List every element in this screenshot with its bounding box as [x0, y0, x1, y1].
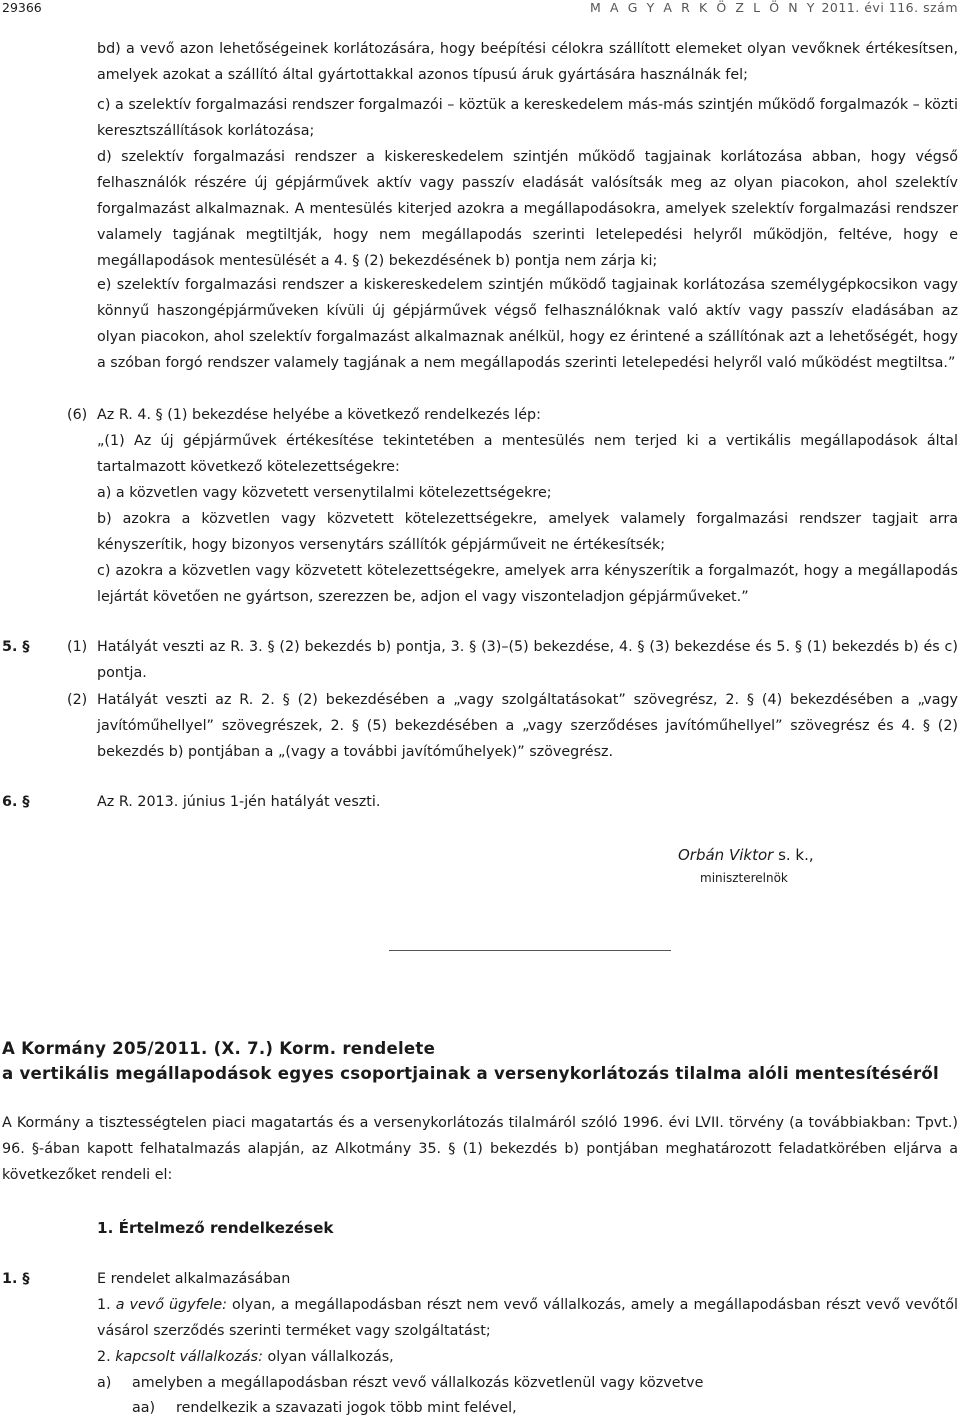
point-bd: bd) a vevő azon lehetőségeinek korlátozására, hogy beépítési célokra szállított elemeket olyan vevőknek értékesítsen, amelyek azokat a szállító által gyártottakkal azonos típusú áruk gyártására használnák fel; [97, 41, 958, 83]
definition-2 [97, 1344, 958, 1370]
section-6-number: 6. § [2, 794, 30, 810]
signatory-role: miniszterelnök [700, 871, 788, 885]
decree-section-1-number: 1. § [2, 1271, 30, 1287]
paragraph-6-point-b: b) azokra a közvetlen vagy közvetett kötelezettségekre, amelyek valamely forgalmazási rendszer tagjait arra kényszerítik, hogy bizonyos versenytárs szállítók gépjárműveit ne értékesítsék; [97, 511, 958, 553]
separator-rule [389, 950, 671, 951]
item-a-number: a) [97, 1375, 112, 1391]
definition-2-text: olyan vállalkozás, [262, 1349, 394, 1365]
decree-title: A Kormány 205/2011. (X. 7.) Korm. rendelete [2, 1039, 436, 1058]
point-c: c) a szelektív forgalmazási rendszer forgalmazói – köztük a kereskedelem más-más szintjén működő forgalmazók – közti keresztszállítások korlátozása; [97, 97, 958, 139]
definition-2-number: 2. [97, 1349, 116, 1365]
definition-1-term: a vevő ügyfele: [115, 1297, 227, 1313]
item-aa-text: rendelkezik a szavazati jogok több mint felével, [176, 1400, 517, 1416]
item-aa-number: aa) [132, 1400, 156, 1416]
issue-label: 2011. évi 116. szám [821, 0, 958, 15]
point-d: d) szelektív forgalmazási rendszer a kiskereskedelem szintjén működő tagjainak korlátozása abban, hogy végső felhasználók részére új gépjárművek aktív vagy passzív eladását valósítsák meg az olyan piacokon, ahol szelektív forgalmazást alkalmaznak. A mentesülés kiterjed azokra a megállapodásokra, amelyek szelektív forgalmazási rendszer valamely tagjának megtiltják, hogy nem megállapodás szerinti letelepedési helyről működjön, feltéve, hogy e megállapodások mentesülését a 4. § (2) bekezdésének b) pontja nem zárja ki; [97, 149, 958, 269]
signature-line [678, 845, 814, 865]
signatory-name: Orbán Viktor [678, 846, 774, 864]
section-6-text: Az R. 2013. június 1-jén hatályát veszti. [97, 794, 381, 810]
paragraph-6-number: (6) [67, 407, 88, 423]
decree-subtitle: a vertikális megállapodások egyes csoportjainak a versenykorlátozás tilalma alóli mentesítéséről [2, 1064, 939, 1083]
journal-title: M A G Y A R K Ö Z L Ö N Y [590, 0, 817, 15]
paragraph-6-quote: „(1) Az új gépjárművek értékesítése tekintetében a mentesülés nem terjed ki a vertikális megállapodások által tartalmazott következő kötelezettségekre: [97, 433, 958, 475]
paragraph-6-point-a: a) a közvetlen vagy közvetett versenytilalmi kötelezettségekre; [97, 485, 552, 501]
definition-1 [97, 1292, 958, 1344]
definition-1-text: olyan, a megállapodásban részt nem vevő vállalkozás, amely a megállapodásban részt vevő vevőtől vásárol szerződés szerinti terméket vagy szolgáltatást; [97, 1297, 959, 1339]
item-a-text: amelyben a megállapodásban részt vevő vállalkozás közvetlenül vagy közvetve [132, 1375, 704, 1391]
definition-2-term: kapcsolt vállalkozás: [115, 1349, 263, 1365]
section-5-1-number: (1) [67, 639, 88, 655]
page-header [0, 0, 960, 16]
section-5-1-text: Hatályát veszti az R. 3. § (2) bekezdés b) pontja, 3. § (3)–(5) bekezdése, 4. § (3) bekezdése és 5. § (1) bekezdés b) és c) pontja. [97, 639, 958, 681]
paragraph-6-point-c: c) azokra a közvetlen vagy közvetett kötelezettségekre, amelyek arra kényszerítik a forgalmazót, hogy a megállapodás lejártát követően ne gyártson, szerezzen be, adjon el vagy viszonteladjon gépjárműveket.” [97, 563, 958, 605]
point-e: e) szelektív forgalmazási rendszer a kiskereskedelem szintjén működő tagjainak korlátozása személygépkocsikon vagy könnyű haszongépjárműveken kívüli új gépjárművek végső felhasználóknak való aktív vagy passzív eladásában az olyan piacokon, ahol szelektív forgalmazást alkalmaznak anélkül, hogy ez érintené a szállítónak azt a lehetőségét, hogy a szóban forgó rendszer valamely tagjának a nem megállapodás szerinti letelepedési helyről való működést megtiltsa.” [97, 277, 958, 371]
signatory-suffix: s. k., [773, 846, 814, 864]
definition-1-number: 1. [97, 1297, 116, 1313]
chapter-title: 1. Értelmező rendelkezések [97, 1219, 334, 1237]
decree-preamble: A Kormány a tisztességtelen piaci magatartás és a versenykorlátozás tilalmáról szóló 1996. évi LVII. törvény (a továbbiakban: Tpvt.) 96. §-ában kapott felhatalmazás alapján, az Alkotmány 35. § (1) bekezdés b) pontjában meghatározott feladatkörében eljárva a következőket rendeli el: [2, 1115, 958, 1183]
section-5-2-text: Hatályát veszti az R. 2. § (2) bekezdésében a „vagy szolgáltatásokat” szövegrész, 2. § (4) bekezdésében a „vagy javítóműhellyel” szövegrészek, 2. § (5) bekezdésében a „vagy szerződéses javítóműhellyel” szövegrész és 4. § (2) bekezdés b) pontjában a „(vagy a további javítóműhelyek)” szövegrész. [97, 692, 958, 760]
journal-header [590, 0, 958, 16]
decree-section-1-intro: E rendelet alkalmazásában [97, 1271, 291, 1287]
page-number: 29366 [2, 0, 42, 15]
section-5-number: 5. § [2, 639, 30, 655]
paragraph-6-text: Az R. 4. § (1) bekezdése helyébe a következő rendelkezés lép: [97, 407, 541, 423]
section-5-2-number: (2) [67, 692, 88, 708]
